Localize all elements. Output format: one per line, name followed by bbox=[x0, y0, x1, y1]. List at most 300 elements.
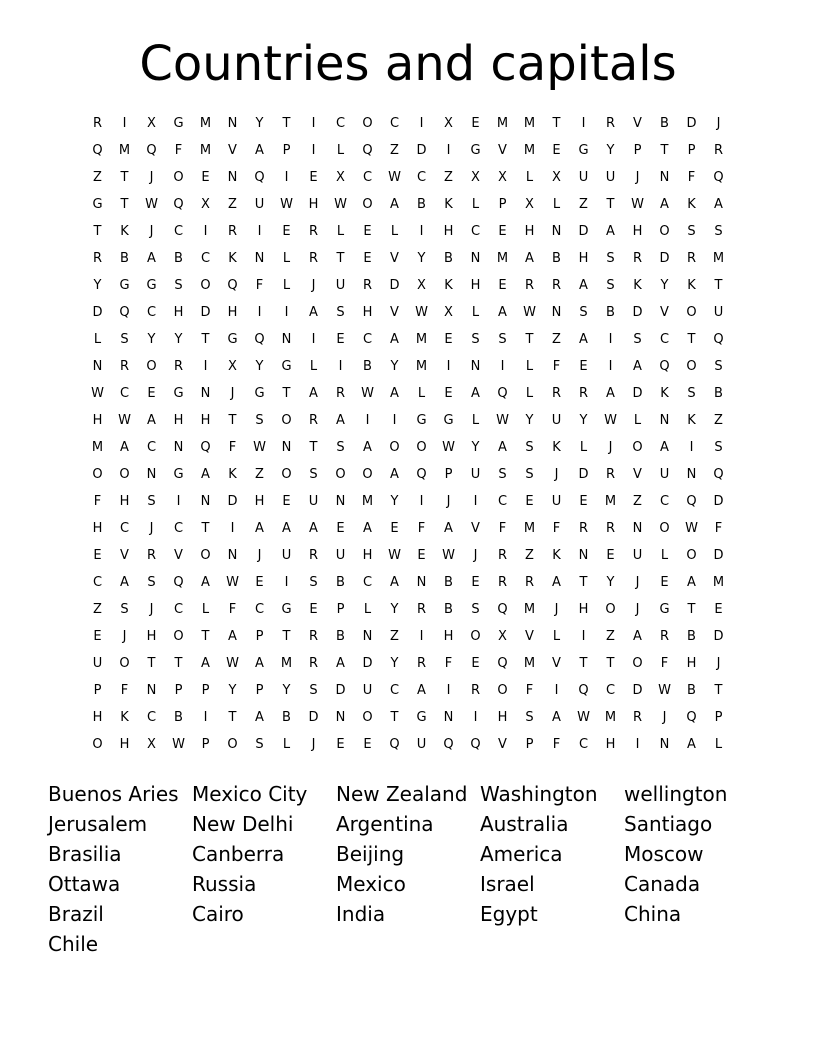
grid-letter: Y bbox=[471, 440, 480, 455]
grid-letter: F bbox=[660, 656, 669, 671]
word-item: Moscow bbox=[624, 842, 704, 866]
grid-letter: T bbox=[147, 656, 156, 671]
grid-letter: R bbox=[308, 413, 319, 428]
grid-letter: G bbox=[281, 359, 292, 374]
grid-letter: L bbox=[714, 737, 723, 752]
grid-letter: I bbox=[392, 413, 397, 428]
grid-letter: N bbox=[659, 170, 670, 185]
grid-letter: P bbox=[255, 683, 264, 698]
grid-letter: N bbox=[227, 170, 238, 185]
grid-letter: W bbox=[361, 386, 374, 401]
grid-letter: R bbox=[227, 224, 238, 239]
grid-letter: Q bbox=[92, 143, 103, 158]
grid-letter: J bbox=[716, 656, 721, 671]
grid-letter: F bbox=[552, 737, 561, 752]
grid-letter: N bbox=[551, 224, 562, 239]
grid-letter: K bbox=[552, 440, 561, 455]
grid-letter: A bbox=[255, 656, 264, 671]
grid-letter: H bbox=[497, 710, 508, 725]
grid-letter: M bbox=[118, 143, 131, 158]
grid-letter: C bbox=[497, 494, 508, 509]
grid-letter: J bbox=[311, 737, 316, 752]
grid-letter: Z bbox=[444, 170, 453, 185]
grid-letter: E bbox=[390, 521, 399, 536]
grid-letter: Y bbox=[93, 278, 102, 293]
grid-letter: V bbox=[390, 251, 399, 266]
grid-letter: V bbox=[552, 656, 561, 671]
grid-letter: W bbox=[442, 548, 455, 563]
page-title: Countries and capitals bbox=[139, 36, 677, 92]
grid-letter: W bbox=[226, 656, 239, 671]
grid-letter: S bbox=[471, 602, 480, 617]
grid-letter: L bbox=[471, 197, 480, 212]
grid-letter: R bbox=[416, 656, 427, 671]
grid-letter: V bbox=[120, 548, 129, 563]
grid-letter: L bbox=[552, 629, 561, 644]
grid-letter: E bbox=[336, 332, 345, 347]
grid-letter: O bbox=[659, 224, 670, 239]
grid-letter: M bbox=[523, 143, 536, 158]
grid-letter: P bbox=[444, 467, 453, 482]
grid-letter: A bbox=[552, 710, 561, 725]
grid-letter: Z bbox=[633, 494, 642, 509]
grid-letter: T bbox=[93, 224, 102, 239]
grid-letter: I bbox=[203, 359, 208, 374]
grid-letter: Q bbox=[254, 170, 265, 185]
grid-letter: D bbox=[362, 656, 373, 671]
grid-letter: M bbox=[91, 440, 104, 455]
grid-row bbox=[84, 542, 732, 569]
grid-letter: A bbox=[201, 575, 210, 590]
grid-letter: Q bbox=[497, 386, 508, 401]
grid-letter: A bbox=[579, 278, 588, 293]
grid-letter: T bbox=[120, 170, 129, 185]
grid-letter: G bbox=[173, 116, 184, 131]
grid-letter: N bbox=[578, 548, 589, 563]
grid-letter: T bbox=[201, 521, 210, 536]
grid-letter: H bbox=[254, 494, 265, 509]
grid-letter: T bbox=[309, 440, 318, 455]
grid-letter: E bbox=[309, 170, 318, 185]
grid-letter: Z bbox=[525, 548, 534, 563]
grid-letter: Z bbox=[606, 629, 615, 644]
grid-letter: N bbox=[146, 683, 157, 698]
grid-letter: W bbox=[145, 197, 158, 212]
word-item: New Delhi bbox=[192, 812, 294, 836]
word-item: Brasilia bbox=[48, 842, 122, 866]
grid-letter: A bbox=[714, 197, 723, 212]
grid-letter: N bbox=[173, 440, 184, 455]
grid-letter: G bbox=[416, 710, 427, 725]
grid-letter: R bbox=[632, 251, 643, 266]
grid-letter: I bbox=[608, 332, 613, 347]
grid-letter: M bbox=[712, 575, 725, 590]
grid-letter: Y bbox=[228, 683, 237, 698]
grid-row bbox=[84, 137, 732, 164]
grid-letter: C bbox=[173, 224, 184, 239]
grid-letter: H bbox=[119, 494, 130, 509]
grid-letter: A bbox=[309, 305, 318, 320]
grid-letter: O bbox=[227, 737, 238, 752]
grid-letter: X bbox=[525, 197, 534, 212]
grid-letter: N bbox=[227, 116, 238, 131]
grid-letter: O bbox=[119, 656, 130, 671]
grid-row bbox=[84, 569, 732, 596]
grid-letter: U bbox=[578, 170, 589, 185]
grid-letter: G bbox=[443, 413, 454, 428]
word-item: Israel bbox=[480, 872, 535, 896]
word-item: Ottawa bbox=[48, 872, 121, 896]
grid-letter: M bbox=[280, 656, 293, 671]
grid-letter: M bbox=[523, 602, 536, 617]
grid-letter: T bbox=[336, 251, 345, 266]
grid-letter: D bbox=[713, 548, 724, 563]
grid-letter: U bbox=[335, 278, 346, 293]
grid-letter: J bbox=[635, 170, 640, 185]
grid-letter: I bbox=[284, 305, 289, 320]
grid-letter: E bbox=[444, 332, 453, 347]
grid-letter: X bbox=[444, 305, 453, 320]
grid-letter: B bbox=[417, 197, 426, 212]
grid-letter: I bbox=[554, 683, 559, 698]
word-item: America bbox=[480, 842, 563, 866]
grid-letter: T bbox=[606, 197, 615, 212]
grid-letter: A bbox=[471, 386, 480, 401]
grid-letter: A bbox=[633, 359, 642, 374]
grid-letter: P bbox=[93, 683, 102, 698]
grid-letter: F bbox=[255, 278, 264, 293]
grid-letter: P bbox=[525, 737, 534, 752]
grid-letter: Z bbox=[579, 197, 588, 212]
grid-letter: U bbox=[713, 305, 724, 320]
grid-letter: C bbox=[362, 575, 373, 590]
grid-letter: T bbox=[201, 332, 210, 347]
grid-letter: W bbox=[658, 683, 671, 698]
grid-letter: I bbox=[257, 305, 262, 320]
word-list-row bbox=[48, 809, 768, 839]
grid-letter: D bbox=[713, 494, 724, 509]
grid-letter: U bbox=[605, 170, 616, 185]
grid-letter: X bbox=[471, 170, 480, 185]
letter-grid bbox=[84, 110, 732, 758]
grid-letter: O bbox=[281, 413, 292, 428]
grid-letter: Y bbox=[417, 251, 426, 266]
grid-letter: V bbox=[174, 548, 183, 563]
grid-letter: D bbox=[659, 251, 670, 266]
grid-letter: W bbox=[604, 413, 617, 428]
grid-letter: M bbox=[415, 359, 428, 374]
grid-letter: O bbox=[605, 602, 616, 617]
grid-letter: N bbox=[362, 629, 373, 644]
grid-letter: S bbox=[336, 305, 345, 320]
grid-letter: R bbox=[92, 116, 103, 131]
grid-letter: A bbox=[417, 683, 426, 698]
grid-letter: H bbox=[362, 305, 373, 320]
grid-letter: S bbox=[714, 359, 723, 374]
grid-letter: Z bbox=[390, 629, 399, 644]
grid-letter: D bbox=[578, 224, 589, 239]
grid-letter: H bbox=[443, 224, 454, 239]
grid-letter: E bbox=[579, 359, 588, 374]
grid-letter: I bbox=[581, 629, 586, 644]
grid-letter: N bbox=[281, 440, 292, 455]
grid-letter: E bbox=[363, 251, 372, 266]
grid-letter: O bbox=[92, 467, 103, 482]
grid-letter: R bbox=[470, 683, 481, 698]
grid-letter: R bbox=[524, 278, 535, 293]
grid-letter: A bbox=[498, 440, 507, 455]
grid-letter: N bbox=[659, 413, 670, 428]
grid-letter: O bbox=[632, 656, 643, 671]
grid-letter: X bbox=[417, 278, 426, 293]
grid-letter: C bbox=[146, 305, 157, 320]
grid-letter: V bbox=[660, 305, 669, 320]
grid-letter: N bbox=[281, 332, 292, 347]
grid-letter: Q bbox=[173, 197, 184, 212]
grid-letter: A bbox=[201, 656, 210, 671]
grid-letter: B bbox=[444, 602, 453, 617]
grid-letter: T bbox=[525, 332, 534, 347]
grid-letter: L bbox=[525, 386, 534, 401]
word-item: Canberra bbox=[192, 842, 285, 866]
grid-letter: V bbox=[633, 467, 642, 482]
grid-letter: L bbox=[471, 413, 480, 428]
grid-letter: U bbox=[632, 548, 643, 563]
grid-letter: H bbox=[92, 710, 103, 725]
grid-letter: R bbox=[497, 575, 508, 590]
grid-letter: H bbox=[578, 251, 589, 266]
grid-letter: O bbox=[416, 440, 427, 455]
grid-letter: O bbox=[686, 305, 697, 320]
grid-letter: A bbox=[120, 575, 129, 590]
grid-letter: U bbox=[254, 197, 265, 212]
grid-letter: F bbox=[498, 521, 507, 536]
grid-letter: O bbox=[632, 440, 643, 455]
grid-letter: W bbox=[631, 197, 644, 212]
grid-letter: T bbox=[228, 413, 237, 428]
grid-letter: D bbox=[686, 116, 697, 131]
grid-letter: U bbox=[470, 467, 481, 482]
grid-letter: W bbox=[172, 737, 185, 752]
grid-letter: Q bbox=[200, 440, 211, 455]
grid-letter: W bbox=[577, 710, 590, 725]
grid-letter: S bbox=[174, 278, 183, 293]
grid-letter: Y bbox=[525, 413, 534, 428]
word-item: India bbox=[336, 902, 386, 926]
grid-letter: Y bbox=[660, 278, 669, 293]
grid-letter: G bbox=[146, 278, 157, 293]
grid-letter: O bbox=[686, 548, 697, 563]
grid-letter: M bbox=[199, 116, 212, 131]
grid-letter: R bbox=[416, 602, 427, 617]
grid-letter: G bbox=[227, 332, 238, 347]
grid-letter: W bbox=[118, 413, 131, 428]
grid-letter: D bbox=[308, 710, 319, 725]
grid-letter: I bbox=[284, 575, 289, 590]
word-list-row bbox=[48, 899, 768, 929]
grid-letter: W bbox=[496, 413, 509, 428]
grid-letter: P bbox=[174, 683, 183, 698]
grid-letter: J bbox=[230, 386, 235, 401]
grid-letter: L bbox=[525, 359, 534, 374]
grid-letter: L bbox=[363, 602, 372, 617]
grid-letter: S bbox=[147, 494, 156, 509]
grid-letter: R bbox=[551, 278, 562, 293]
grid-letter: A bbox=[390, 467, 399, 482]
grid-letter: J bbox=[122, 629, 127, 644]
grid-letter: A bbox=[336, 656, 345, 671]
grid-letter: B bbox=[660, 116, 669, 131]
grid-letter: J bbox=[554, 467, 559, 482]
grid-letter: F bbox=[228, 440, 237, 455]
word-item: Brazil bbox=[48, 902, 104, 926]
grid-letter: R bbox=[308, 656, 319, 671]
grid-letter: D bbox=[632, 386, 643, 401]
word-item: Santiago bbox=[624, 812, 713, 836]
grid-letter: A bbox=[255, 710, 264, 725]
grid-letter: C bbox=[389, 683, 400, 698]
grid-row bbox=[84, 164, 732, 191]
grid-letter: J bbox=[635, 575, 640, 590]
grid-letter: C bbox=[578, 737, 589, 752]
grid-letter: J bbox=[149, 170, 154, 185]
grid-letter: N bbox=[200, 494, 211, 509]
grid-letter: K bbox=[228, 467, 237, 482]
grid-letter: L bbox=[552, 197, 561, 212]
grid-letter: R bbox=[605, 467, 616, 482]
grid-letter: Z bbox=[255, 467, 264, 482]
grid-letter: Q bbox=[497, 656, 508, 671]
grid-letter: A bbox=[606, 224, 615, 239]
grid-letter: A bbox=[363, 440, 372, 455]
grid-letter: B bbox=[174, 251, 183, 266]
grid-letter: P bbox=[714, 710, 723, 725]
grid-letter: H bbox=[227, 305, 238, 320]
grid-letter: T bbox=[579, 575, 588, 590]
grid-row bbox=[84, 407, 732, 434]
grid-letter: N bbox=[659, 737, 670, 752]
grid-letter: S bbox=[525, 710, 534, 725]
grid-letter: R bbox=[173, 359, 184, 374]
grid-letter: I bbox=[365, 413, 370, 428]
grid-letter: R bbox=[551, 386, 562, 401]
grid-letter: B bbox=[687, 683, 696, 698]
grid-letter: H bbox=[92, 413, 103, 428]
grid-letter: B bbox=[282, 710, 291, 725]
grid-letter: B bbox=[336, 575, 345, 590]
grid-letter: R bbox=[497, 548, 508, 563]
grid-letter: J bbox=[635, 602, 640, 617]
grid-letter: B bbox=[444, 575, 453, 590]
grid-letter: Y bbox=[255, 359, 264, 374]
word-item: New Zealand bbox=[336, 782, 468, 806]
grid-letter: Q bbox=[362, 143, 373, 158]
grid-letter: A bbox=[147, 251, 156, 266]
grid-letter: S bbox=[579, 305, 588, 320]
grid-letter: T bbox=[687, 332, 696, 347]
grid-letter: H bbox=[443, 629, 454, 644]
word-list-row bbox=[48, 779, 768, 809]
grid-letter: D bbox=[227, 494, 238, 509]
grid-letter: O bbox=[389, 440, 400, 455]
grid-letter: E bbox=[363, 224, 372, 239]
grid-letter: V bbox=[498, 143, 507, 158]
grid-letter: X bbox=[147, 116, 156, 131]
grid-letter: X bbox=[336, 170, 345, 185]
grid-letter: S bbox=[471, 332, 480, 347]
grid-letter: Z bbox=[714, 413, 723, 428]
grid-letter: T bbox=[552, 116, 561, 131]
grid-letter: I bbox=[176, 494, 181, 509]
grid-letter: S bbox=[633, 332, 642, 347]
grid-letter: X bbox=[201, 197, 210, 212]
grid-letter: I bbox=[473, 494, 478, 509]
grid-letter: Q bbox=[470, 737, 481, 752]
grid-letter: P bbox=[201, 683, 210, 698]
word-list-row bbox=[48, 839, 768, 869]
grid-letter: L bbox=[282, 278, 291, 293]
grid-letter: A bbox=[606, 386, 615, 401]
grid-letter: B bbox=[363, 359, 372, 374]
word-item: Jerusalem bbox=[48, 812, 148, 836]
grid-letter: N bbox=[200, 386, 211, 401]
grid-letter: R bbox=[659, 629, 670, 644]
grid-letter: A bbox=[660, 197, 669, 212]
grid-letter: S bbox=[687, 224, 696, 239]
grid-letter: H bbox=[308, 197, 319, 212]
grid-letter: I bbox=[203, 710, 208, 725]
grid-letter: U bbox=[362, 683, 373, 698]
grid-letter: E bbox=[201, 170, 210, 185]
grid-letter: Y bbox=[174, 332, 183, 347]
grid-letter: D bbox=[416, 143, 427, 158]
grid-letter: L bbox=[201, 602, 210, 617]
grid-letter: W bbox=[685, 521, 698, 536]
grid-letter: B bbox=[120, 251, 129, 266]
grid-row bbox=[84, 299, 732, 326]
grid-letter: T bbox=[606, 656, 615, 671]
grid-letter: E bbox=[471, 656, 480, 671]
grid-letter: W bbox=[415, 305, 428, 320]
grid-row bbox=[84, 110, 732, 137]
grid-row bbox=[84, 704, 732, 731]
grid-letter: R bbox=[146, 548, 157, 563]
grid-letter: M bbox=[523, 116, 536, 131]
grid-letter: A bbox=[228, 629, 237, 644]
grid-letter: G bbox=[470, 143, 481, 158]
grid-letter: H bbox=[578, 602, 589, 617]
grid-letter: O bbox=[200, 278, 211, 293]
grid-letter: K bbox=[444, 197, 453, 212]
grid-letter: T bbox=[282, 386, 291, 401]
grid-letter: M bbox=[496, 116, 509, 131]
grid-letter: T bbox=[660, 143, 669, 158]
grid-letter: A bbox=[336, 413, 345, 428]
grid-letter: V bbox=[525, 629, 534, 644]
grid-letter: O bbox=[362, 197, 373, 212]
grid-letter: K bbox=[687, 197, 696, 212]
grid-letter: Q bbox=[443, 737, 454, 752]
grid-letter: W bbox=[91, 386, 104, 401]
grid-letter: U bbox=[416, 737, 427, 752]
grid-row bbox=[84, 596, 732, 623]
grid-letter: A bbox=[633, 629, 642, 644]
grid-letter: I bbox=[203, 224, 208, 239]
word-list-row bbox=[48, 929, 768, 959]
grid-letter: R bbox=[605, 116, 616, 131]
grid-letter: S bbox=[309, 467, 318, 482]
grid-letter: C bbox=[605, 683, 616, 698]
